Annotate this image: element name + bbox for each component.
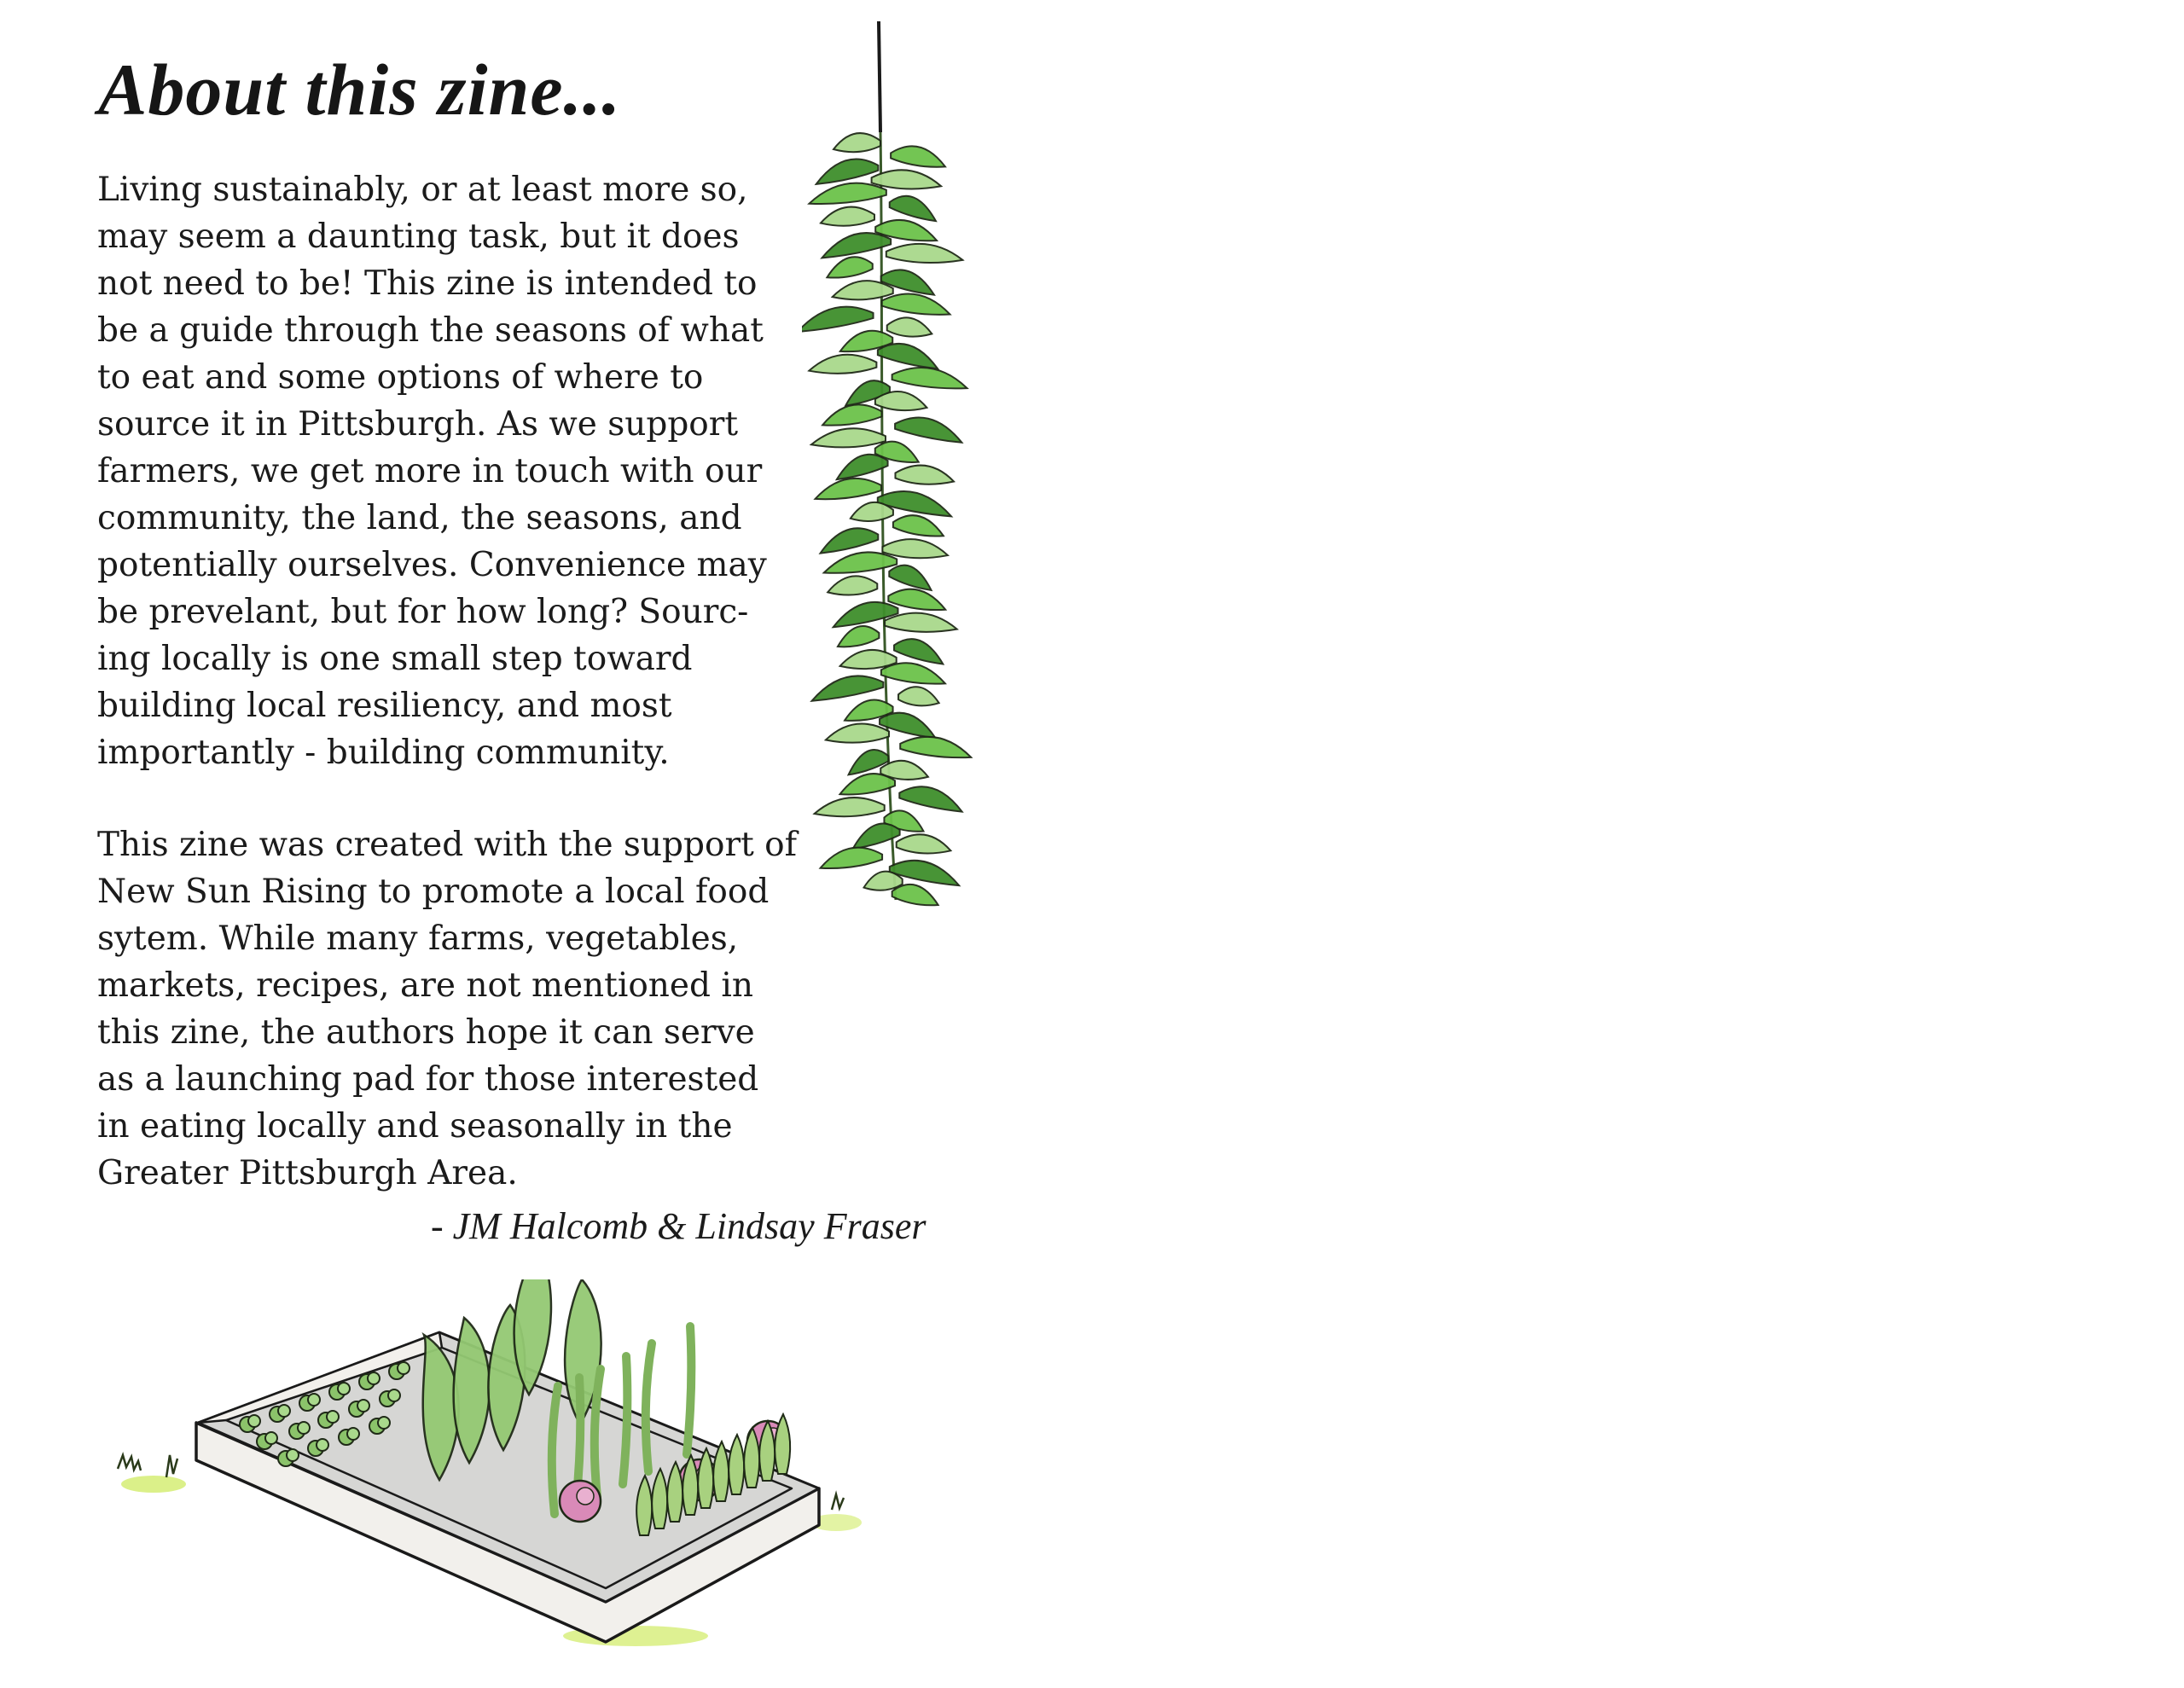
text-line: ing locally is one small step toward (97, 640, 693, 678)
herb-leaf (810, 183, 886, 204)
lettuce-leaf (729, 1435, 744, 1494)
herb-leaf (900, 737, 971, 757)
herb-leaf (816, 479, 881, 499)
page-title: About this zine... (98, 49, 622, 131)
herb-leaf (840, 774, 895, 794)
herb-leaf (834, 133, 880, 152)
herb-leaf (816, 160, 879, 184)
seedling (357, 1400, 369, 1412)
herb-leaf (822, 404, 881, 425)
credits-paragraph (97, 821, 797, 1197)
herb-leaf (837, 455, 888, 479)
herb-leaf (899, 786, 961, 811)
text-line: source it in Pittsburgh. As we support (97, 405, 739, 444)
grass-tuft (166, 1455, 177, 1477)
text-line: community, the land, the seasons, and (97, 499, 742, 537)
herb-leaf (815, 798, 885, 816)
text-line: as a launching pad for those interested (97, 1060, 759, 1099)
hanging-string (879, 21, 880, 132)
text-line: This zine was created with the support of (97, 826, 798, 864)
seedling (388, 1389, 400, 1401)
herb-leaf (827, 257, 872, 277)
leek-stalk (623, 1356, 627, 1484)
text-line: importantly - building community. (97, 734, 670, 772)
herb-leaf (895, 417, 961, 442)
text-line: may seem a daunting task, but it does (97, 218, 740, 256)
herb-leaf (890, 196, 936, 221)
seedling (347, 1428, 359, 1440)
seedling (398, 1362, 410, 1374)
text-line: farmers, we get more in touch with our (97, 452, 763, 490)
seedling (338, 1383, 350, 1395)
text-line: in eating locally and seasonally in the (97, 1107, 733, 1146)
herb-leaf (802, 307, 874, 332)
text-line: be a guide through the seasons of what (97, 311, 764, 350)
herb-leaf (882, 293, 950, 314)
text-line: to eat and some options of where to (97, 358, 704, 397)
text-line: sytem. While many farms, vegetables, (97, 919, 739, 958)
grass-patch (121, 1476, 186, 1493)
herb-leaf (888, 589, 945, 610)
herb-leaf (809, 355, 876, 374)
text-line: New Sun Rising to promote a local food (97, 873, 770, 911)
text-line: Living sustainably, or at least more so, (97, 171, 748, 209)
herb-leaf (826, 723, 889, 742)
herb-leaf (838, 626, 879, 647)
leek-stalk (646, 1343, 652, 1471)
herb-leaf (885, 613, 957, 632)
herb-leaf (898, 687, 939, 705)
herb-leaf (811, 428, 886, 447)
herb-leaf (892, 368, 967, 388)
seedling (378, 1417, 390, 1429)
seedling (278, 1405, 290, 1417)
herb-leaf (812, 676, 884, 700)
herb-leaf (882, 539, 948, 558)
grass-tuft (832, 1494, 844, 1510)
herb-leaves (802, 132, 971, 905)
herb-leaf (886, 244, 963, 263)
seedling (298, 1422, 310, 1434)
text-line: Greater Pittsburgh Area. (97, 1154, 518, 1192)
seedling (368, 1372, 380, 1384)
leek-stalk (687, 1326, 691, 1454)
herb-leaf (833, 281, 893, 299)
herb-leaf (824, 552, 897, 572)
herb-leaf (821, 848, 882, 868)
herb-leaf (828, 576, 877, 595)
herb-leaf (887, 317, 932, 336)
herb-leaf (895, 466, 954, 484)
herb-leaf (872, 170, 942, 189)
herb-leaf (851, 502, 893, 521)
herb-leaf (892, 885, 938, 905)
herb-leaf (875, 392, 927, 410)
author-signature: - JM Halcomb & Lindsay Fraser (431, 1205, 926, 1247)
herb-leaf (889, 566, 931, 590)
cabbage-center (577, 1488, 594, 1505)
seedling (287, 1449, 299, 1461)
text-line: be prevelant, but for how long? Sourc- (97, 593, 749, 631)
text-line: markets, recipes, are not mentioned in (97, 966, 753, 1005)
text-line: not need to be! This zine is intended to (97, 264, 758, 303)
herb-leaf (821, 207, 874, 226)
herb-leaf (894, 639, 943, 664)
intro-paragraph (97, 166, 767, 776)
text-line: building local resiliency, and most (97, 687, 672, 725)
herb-leaf (821, 528, 879, 553)
text-line: this zine, the authors hope it can serve (97, 1013, 755, 1052)
seedling (248, 1415, 260, 1427)
seedling (308, 1394, 320, 1406)
seedling (265, 1432, 277, 1444)
seedling (327, 1411, 339, 1423)
herb-leaf (893, 515, 944, 536)
herb-leaf (881, 663, 945, 683)
seedling (317, 1439, 328, 1451)
hanging-herb-bundle-illustration (802, 13, 1007, 917)
raised-garden-bed-illustration (102, 1279, 870, 1655)
grass-tuft (118, 1455, 141, 1470)
herb-leaf (897, 834, 951, 853)
herb-leaf (891, 146, 945, 166)
herb-leaf (878, 344, 938, 368)
text-line: potentially ourselves. Convenience may (97, 546, 767, 584)
